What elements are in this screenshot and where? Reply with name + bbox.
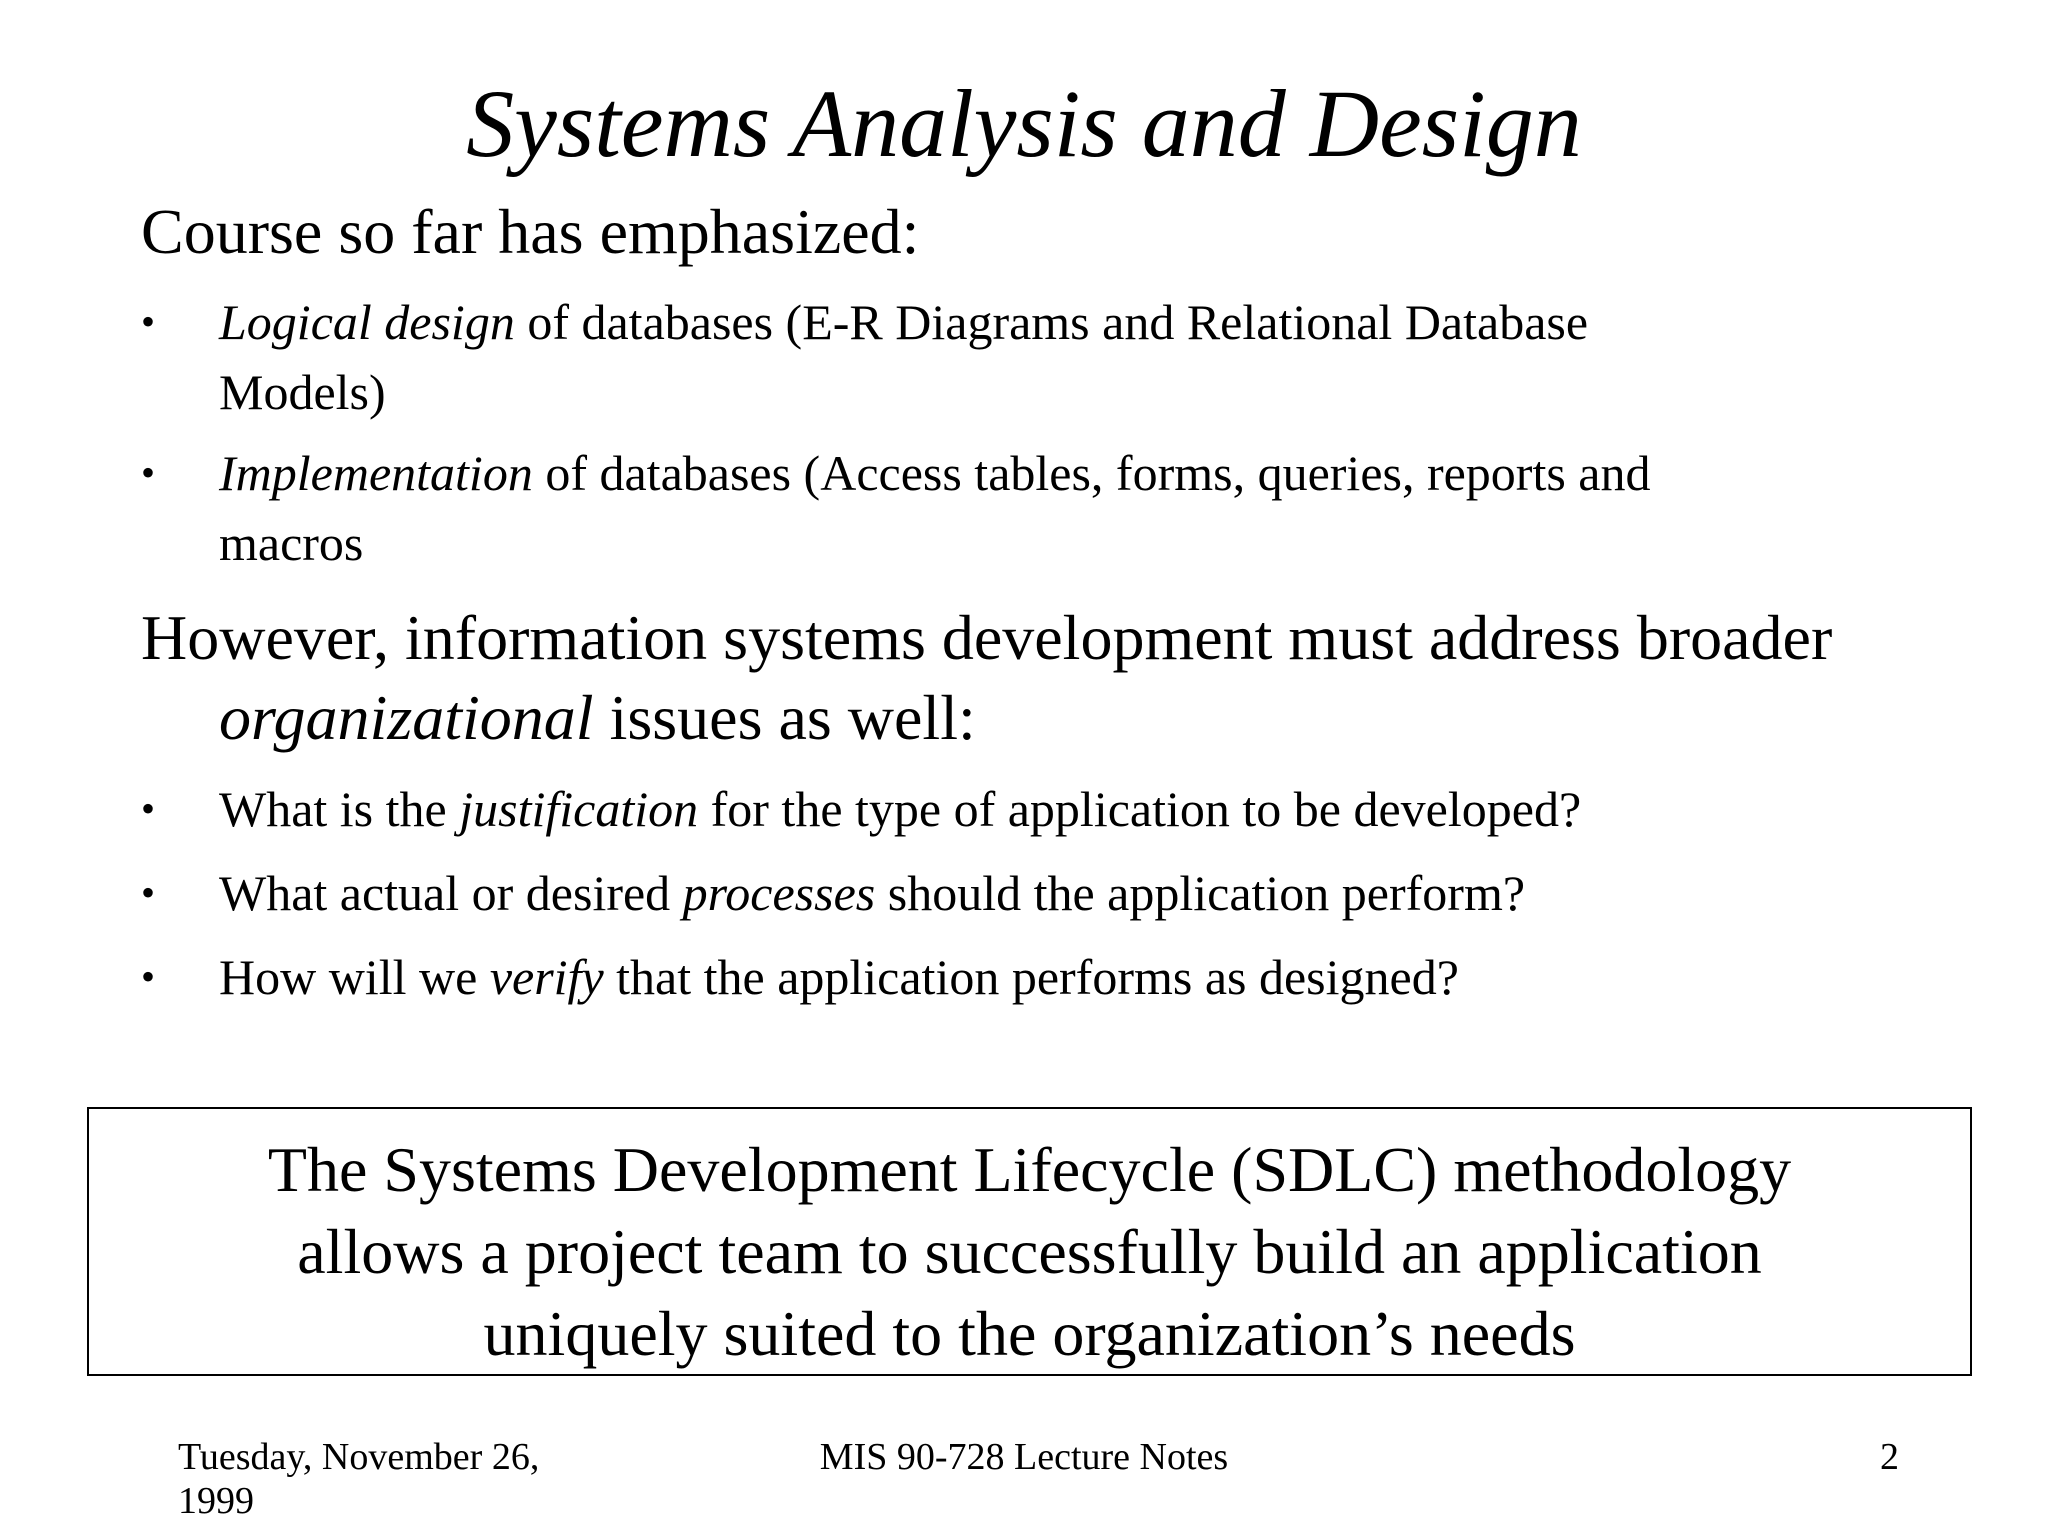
emphasis-text: verify	[489, 949, 604, 1005]
footer-date-line: Tuesday, November 26,	[178, 1436, 540, 1478]
bullet-dot: •	[141, 450, 156, 495]
bullet-text-after: for the type of application to be developed?	[698, 781, 1582, 837]
heading-text: Course so far has emphasized:	[141, 196, 920, 267]
bullet-implementation	[141, 438, 1651, 578]
bullet-dot: •	[141, 786, 156, 831]
bullet-dot: •	[141, 870, 156, 915]
page-number: 2	[1880, 1436, 1899, 1478]
emphasis-text: Logical design	[219, 294, 515, 350]
emphasis-text: organizational	[219, 682, 594, 753]
bullet-text	[141, 287, 1588, 357]
bullet-processes	[141, 858, 1525, 928]
bullet-verify	[141, 942, 1459, 1012]
section-heading-however	[141, 598, 1832, 758]
section-heading-course	[141, 192, 919, 272]
heading-text: However, information systems development must address broader	[141, 602, 1833, 673]
bullet-text-rest: of databases (Access tables, forms, queries, reports and	[532, 445, 1651, 501]
bullet-text-rest: of databases (E-R Diagrams and Relational Database	[514, 294, 1589, 350]
bullet-text	[141, 438, 1651, 508]
bullet-text	[141, 942, 1459, 1012]
heading-text-continued	[141, 678, 1832, 758]
footer-course: MIS 90-728 Lecture Notes	[819, 1436, 1229, 1478]
bullet-logical-design	[141, 287, 1588, 427]
slide-title: Systems Analysis and Design	[466, 70, 1582, 177]
bullet-text	[141, 858, 1525, 928]
callout-line: uniquely suited to the organization’s needs	[483, 1298, 1576, 1369]
bullet-text-after: should the application perform?	[875, 865, 1526, 921]
bullet-text-before: How will we	[219, 949, 490, 1005]
footer-date-line: 1999	[178, 1480, 254, 1522]
emphasis-text: Implementation	[219, 445, 533, 501]
heading-text-rest: issues as well:	[593, 682, 976, 753]
bullet-text-continued: macros	[219, 515, 364, 571]
bullet-text-after: that the application performs as designed?	[603, 949, 1459, 1005]
bullet-text-before: What is the	[219, 781, 460, 837]
emphasis-text: justification	[459, 781, 699, 837]
sdlc-callout-box	[87, 1107, 1972, 1376]
callout-line: allows a project team to successfully build an application	[297, 1216, 1762, 1287]
bullet-text-before: What actual or desired	[219, 865, 683, 921]
bullet-justification	[141, 774, 1581, 844]
bullet-dot: •	[141, 299, 156, 344]
emphasis-text: processes	[682, 865, 876, 921]
bullet-text	[141, 774, 1581, 844]
callout-line: The Systems Development Lifecycle (SDLC) methodology	[267, 1134, 1792, 1205]
bullet-dot: •	[141, 954, 156, 999]
bullet-text-continued: Models)	[219, 364, 386, 420]
